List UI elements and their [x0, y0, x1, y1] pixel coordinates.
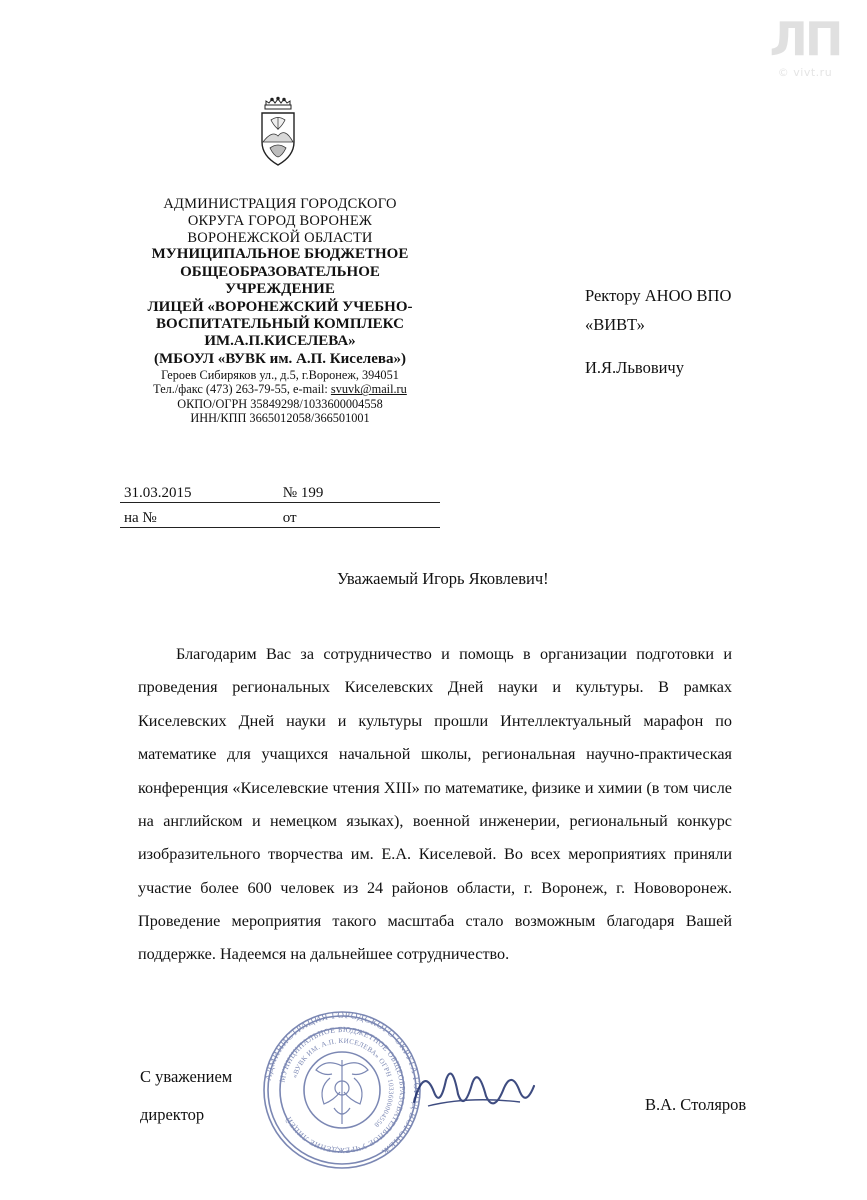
- reference-row-incoming: [120, 503, 440, 527]
- addressee-line-1: Ректору АНОО ВПО: [585, 286, 732, 305]
- letterhead-line: АДМИНИСТРАЦИЯ ГОРОДСКОГО: [163, 196, 397, 212]
- addressee-block: [585, 282, 835, 383]
- letterhead-line: УЧРЕЖДЕНИЕ: [225, 281, 335, 298]
- letter-body: Благодарим Вас за сотрудничество и помощь в организации подготовки и проведения региональных Киселевских Дней науки и культуры. В рамках Киселевских Дней науки и культуры прошли Интеллектуальный марафон по математике для учащихся начальной школы, региональная научно-практическая конференция «Киселевские чтения XIII» по математике, физике и химии (в том числе на английском и немецком языках), военной инженерии, региональный конкурс изобразительного творчества им. Е.А. Киселевой. Во всех мероприятиях приняли участие более 600 человек из 24 районов области, г. Воронеж, г. Нововоронеж. Проведение мероприятия такого масштаба стало возможным благодаря Вашей поддержке. Надеемся на дальнейшее сотрудничество.: [138, 645, 732, 964]
- letterhead-line: ВОРОНЕЖСКОЙ ОБЛАСТИ: [187, 229, 373, 246]
- letterhead-okpo: ОКПО/ОГРН 35849298/1033600004558: [177, 396, 383, 411]
- signature-name: В.А. Столяров: [645, 1095, 747, 1114]
- reference-on-number-label: на №: [124, 510, 157, 526]
- letterhead-email[interactable]: svuvk@mail.ru: [330, 382, 407, 397]
- signature-position: директор: [140, 1104, 205, 1124]
- reference-number: [263, 485, 440, 502]
- watermark-logo: ЛП: [769, 12, 841, 66]
- letterhead-line: (МБОУЛ «ВУВК им. А.П. Киселева»): [154, 350, 406, 367]
- letterhead-address: Героев Сибиряков ул., д.5, г.Воронеж, 394051: [161, 368, 399, 383]
- letterhead-phone-label: Тел./факс (473) 263-79-55, e-mail:: [153, 382, 331, 397]
- signature-closing: С уважением: [140, 1067, 233, 1086]
- letterhead-line: ИМ.А.П.КИСЕЛЕВА»: [204, 333, 356, 350]
- salutation: Уважаемый Игорь Яковлевич!: [337, 569, 549, 588]
- reference-from-label: от: [282, 510, 297, 526]
- signature-block-left: [140, 1058, 232, 1134]
- letterhead-contacts: [120, 382, 440, 396]
- letterhead-inn: ИНН/КПП 3665012058/366501001: [190, 410, 370, 425]
- addressee-line-3: И.Я.Львовичу: [585, 357, 684, 377]
- svg-text:МУНИЦИПАЛЬНОЕ БЮДЖЕТНОЕ ОБЩЕОБ: МУНИЦИПАЛЬНОЕ БЮДЖЕТНОЕ ОБЩЕОБРАЗОВАТЕЛЬНОЕ УЧРЕЖДЕНИЕ ЛИЦЕЙ: [277, 1024, 408, 1156]
- addressee-line-2: «ВИВТ»: [585, 314, 645, 334]
- letterhead: [120, 196, 440, 425]
- reference-block: [120, 478, 440, 528]
- letterhead-line: ОКРУГА ГОРОД ВОРОНЕЖ: [187, 212, 373, 229]
- reference-date: 31.03.2015: [124, 485, 192, 501]
- letterhead-line: ОБЩЕОБРАЗОВАТЕЛЬНОЕ: [180, 263, 380, 280]
- handwritten-signature: [408, 1058, 538, 1118]
- letterhead-line: ВОСПИТАТЕЛЬНЫЙ КОМПЛЕКС: [155, 316, 405, 332]
- letterhead-line: ЛИЦЕЙ «ВОРОНЕЖСКИЙ УЧЕБНО-: [147, 298, 413, 315]
- reference-number-value: 199: [300, 485, 324, 501]
- reference-number-symbol: №: [282, 485, 298, 501]
- watermark-text: © vivt.ru: [777, 65, 833, 79]
- coat-of-arms-icon: [252, 96, 304, 168]
- svg-text:«ВУВК ИМ. А.П. КИСЕЛЕВА» ОГР: «ВУВК ИМ. А.П. КИСЕЛЕВА» ОГРН 1033600004558: [290, 1036, 396, 1129]
- reference-row-outgoing: [120, 478, 440, 502]
- watermark: [757, 12, 853, 79]
- official-stamp: [252, 1000, 432, 1180]
- reference-divider-2: [120, 527, 440, 528]
- svg-text:АДМИНИСТРАЦИЯ ГОРОДСКОГО ОКРУГ: АДМИНИСТРАЦИЯ ГОРОДСКОГО ОКРУГА ГОРОД ВОРОНЕЖ: [262, 1009, 423, 1158]
- letterhead-line: МУНИЦИПАЛЬНОЕ БЮДЖЕТНОЕ: [151, 246, 409, 263]
